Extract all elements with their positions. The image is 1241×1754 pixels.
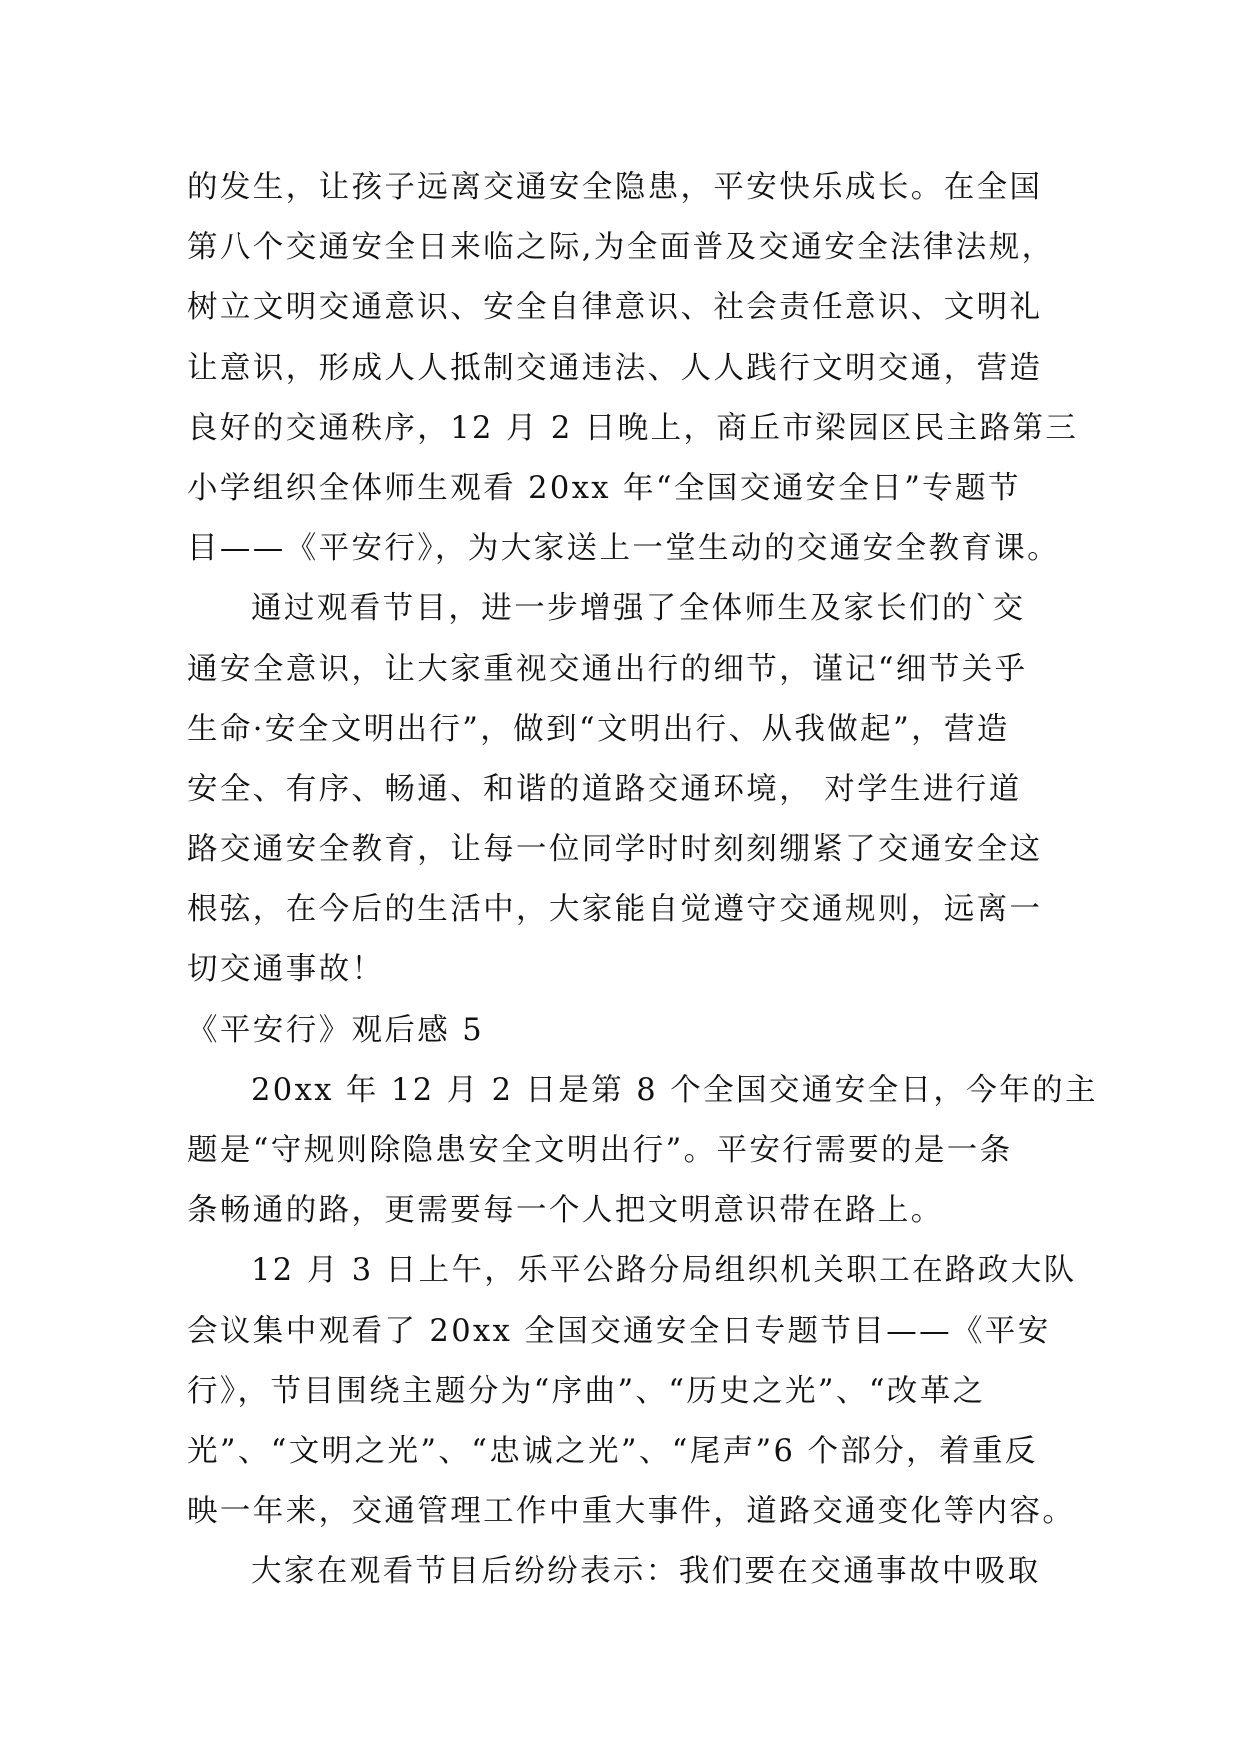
text-line: 生命·安全文明出行”，做到“文明出行、从我做起”，营造 (187, 711, 1010, 747)
text-line: 树立文明交通意识、安全自律意识、社会责任意识、文明礼 (187, 290, 1043, 326)
text-line: 第八个交通安全日来临之际,为全面普及交通安全法律法规， (187, 230, 1055, 266)
text-line: 良好的交通秩序，12 月 2 日晚上，商丘市梁园区民主路第三 (187, 410, 1079, 446)
text-line: 根弦，在今后的生活中，大家能自觉遵守交通规则，远离一 (187, 892, 1043, 928)
text-line: 条畅通的路，更需要每一个人把文明意识带在路上。 (187, 1193, 944, 1229)
text-line: 安全、有序、畅通、和谐的道路交通环境， 对学生进行道 (187, 771, 1022, 807)
text-line: 路交通安全教育，让每一位同学时时刻刻绷紧了交通安全这 (187, 832, 1043, 868)
text-line: 让意识，形成人人抵制交通违法、人人践行文明交通，营造 (187, 350, 1043, 386)
text-line: 的发生，让孩子远离交通安全隐患，平安快乐成长。在全国 (187, 170, 1043, 205)
paragraph-first-line: 大家在观看节目后纷纷表示：我们要在交通事故中吸取 (251, 1554, 1041, 1590)
text-line: 光”、“文明之光”、“忠诚之光”、“尾声”6 个部分，着重反 (187, 1433, 1038, 1469)
text-line: 切交通事故！ (187, 952, 385, 988)
section-heading: 《平安行》观后感 5 (187, 1012, 485, 1048)
paragraph-first-line: 20xx 年 12 月 2 日是第 8 个全国交通安全日，今年的主 (251, 1072, 1098, 1108)
text-line: 通安全意识，让大家重视交通出行的细节，谨记“细节关乎 (187, 651, 1028, 687)
paragraph-first-line: 通过观看节目，进一步增强了全体师生及家长们的`交 (251, 591, 1026, 627)
text-line: 小学组织全体师生观看 20xx 年“全国交通安全日”专题节 (187, 470, 1021, 506)
text-line: 行》，节目围绕主题分为“序曲”、“历史之光”、“改革之 (187, 1373, 986, 1409)
paragraph-first-line: 12 月 3 日上午，乐平公路分局组织机关职工在路政大队 (251, 1253, 1077, 1289)
text-line: 映一年来，交通管理工作中重大事件，道路交通变化等内容。 (187, 1494, 1076, 1530)
text-line: 题是“守规则除隐患安全文明出行”。平安行需要的是一条 (187, 1133, 1013, 1168)
text-line: 目——《平安行》，为大家送上一堂生动的交通安全教育课。 (187, 531, 1061, 567)
text-line: 会议集中观看了 20xx 全国交通安全日专题节目——《平安 (187, 1313, 1051, 1349)
document-body (187, 158, 1098, 1603)
